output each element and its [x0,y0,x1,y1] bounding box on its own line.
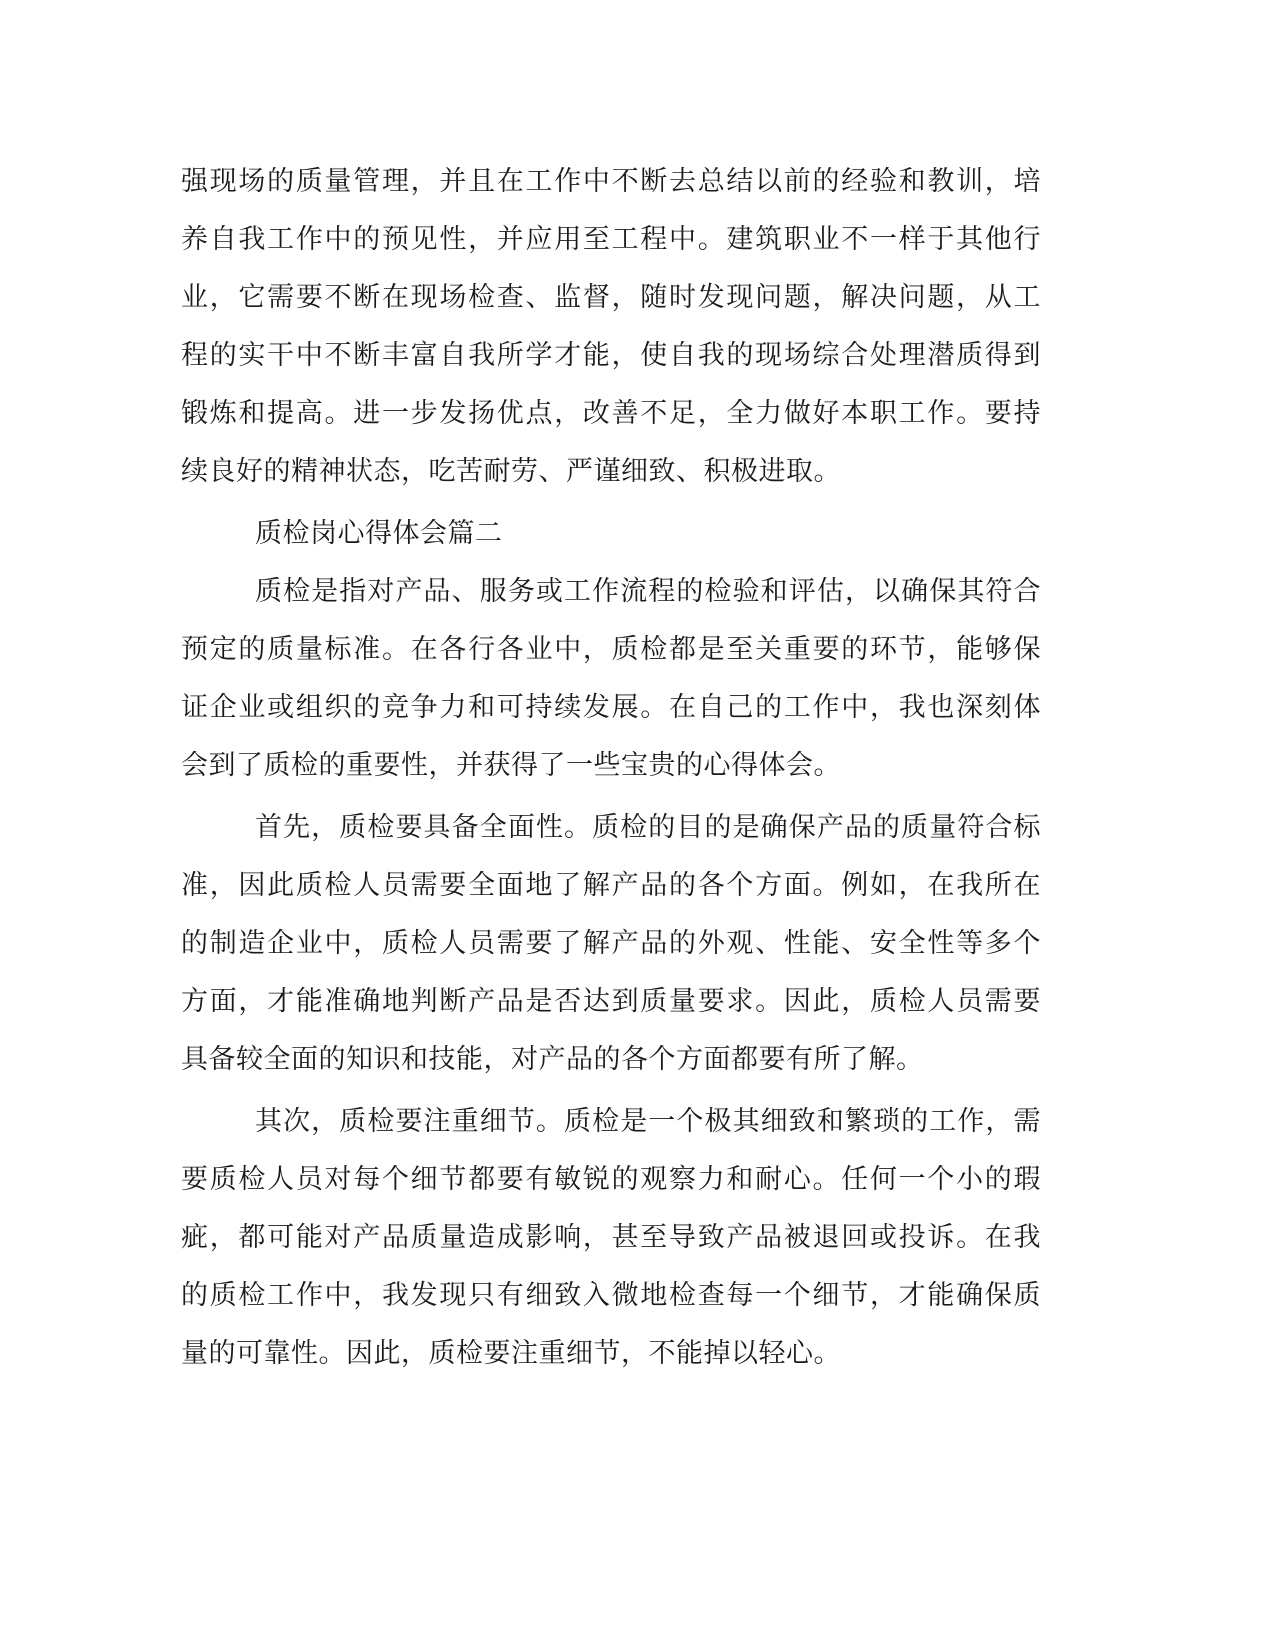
paragraph-line: 的制造企业中，质检人员需要了解产品的外观、性能、安全性等多个 [181,928,1041,959]
paragraph-line: 准，因此质检人员需要全面地了解产品的各个方面。例如，在我所在 [181,870,1041,901]
paragraph-line: 其次，质检要注重细节。质检是一个极其细致和繁琐的工作，需 [255,1106,1041,1137]
paragraph-line: 方面，才能准确地判断产品是否达到质量要求。因此，质检人员需要 [181,986,1041,1017]
paragraph-line: 养自我工作中的预见性，并应用至工程中。建筑职业不一样于其他行 [181,224,1041,255]
paragraph-line: 具备较全面的知识和技能，对产品的各个方面都要有所了解。 [181,1044,924,1075]
paragraph-line: 锻炼和提高。进一步发扬优点，改善不足，全力做好本职工作。要持 [181,398,1041,429]
paragraph-line: 会到了质检的重要性，并获得了一些宝贵的心得体会。 [181,750,841,781]
paragraph-line: 的质检工作中，我发现只有细致入微地检查每一个细节，才能确保质 [181,1280,1041,1311]
paragraph-line: 业，它需要不断在现场检查、监督，随时发现问题，解决问题，从工 [181,282,1041,313]
paragraph-line: 证企业或组织的竞争力和可持续发展。在自己的工作中，我也深刻体 [181,692,1041,723]
section-heading: 质检岗心得体会篇二 [255,518,503,549]
paragraph-line: 强现场的质量管理，并且在工作中不断去总结以前的经验和教训，培 [181,166,1041,197]
paragraph-line: 疵，都可能对产品质量造成影响，甚至导致产品被退回或投诉。在我 [181,1222,1041,1253]
paragraph-line: 程的实干中不断丰富自我所学才能，使自我的现场综合处理潜质得到 [181,340,1041,371]
paragraph-line: 首先，质检要具备全面性。质检的目的是确保产品的质量符合标 [255,812,1041,843]
paragraph-line: 要质检人员对每个细节都要有敏锐的观察力和耐心。任何一个小的瑕 [181,1164,1041,1195]
paragraph-line: 续良好的精神状态，吃苦耐劳、严谨细致、积极进取。 [181,456,841,487]
paragraph-line: 质检是指对产品、服务或工作流程的检验和评估，以确保其符合 [255,576,1041,607]
paragraph-line: 预定的质量标准。在各行各业中，质检都是至关重要的环节，能够保 [181,634,1041,665]
paragraph-line: 量的可靠性。因此，质检要注重细节，不能掉以轻心。 [181,1338,841,1369]
